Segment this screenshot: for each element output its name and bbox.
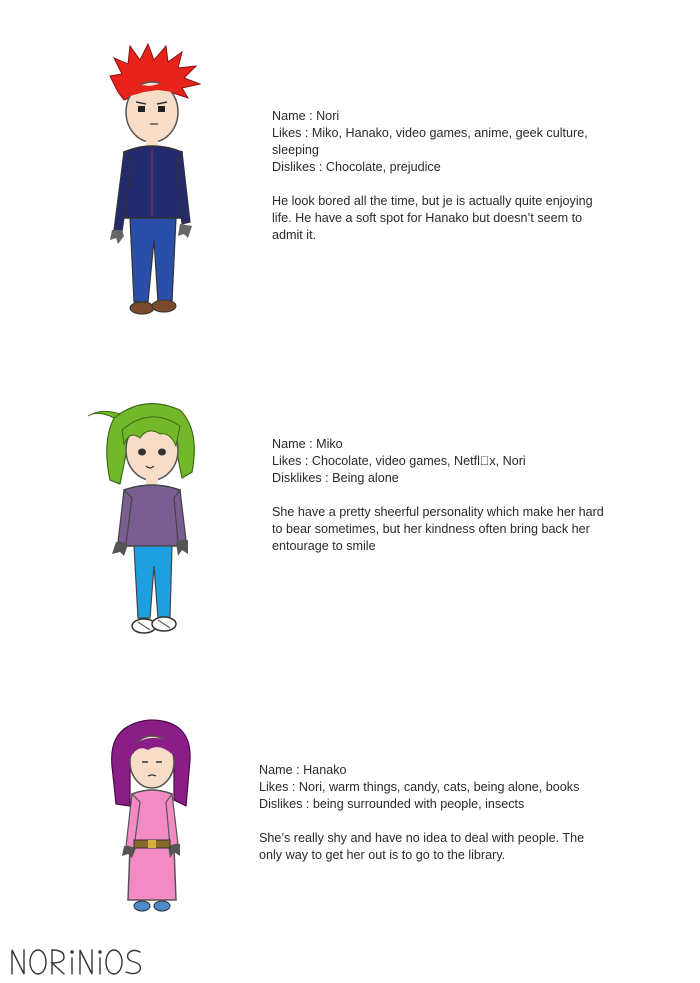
nori-dislikes: Dislikes : Chocolate, prejudice (272, 160, 441, 174)
miko-drawing (84, 396, 204, 646)
miko-description-2: to bear sometimes, but her kindness often bring back her (272, 522, 590, 536)
nori-bio (272, 108, 593, 244)
hanako-bio (259, 762, 584, 864)
hanako-dislikes: Dislikes : being surrounded with people, insects (259, 797, 525, 811)
miko-bio (272, 436, 604, 555)
nori-description-1: He look bored all the time, but je is actually quite enjoying (272, 194, 593, 208)
hanako-name: Name : Hanako (259, 763, 347, 777)
nori-likes-cont: sleeping (272, 143, 319, 157)
miko-likes: Likes : Chocolate, video games, Netfl x, Nori (272, 454, 526, 468)
artist-signature (8, 944, 148, 983)
nori-likes: Likes : Miko, Hanako, video games, anime, geek culture, (272, 126, 588, 140)
nori-description-2: life. He have a soft spot for Hanako but doesn’t seem to (272, 211, 583, 225)
hanako-likes: Likes : Nori, warm things, candy, cats, being alone, books (259, 780, 580, 794)
miko-dislikes: Disklikes : Being alone (272, 471, 399, 485)
miko-description-3: entourage to smile (272, 539, 376, 553)
nori-drawing (100, 40, 210, 325)
hanako-description-1: She’s really shy and have no idea to deal with people. The (259, 831, 585, 845)
miko-description-1: She have a pretty sheerful personality which make her hard (272, 505, 604, 519)
nori-description-3: admit it. (272, 228, 317, 242)
miko-name: Name : Miko (272, 437, 343, 451)
hanako-description-2: only way to get her out is to go to the library. (259, 848, 506, 862)
nori-name: Name : Nori (272, 109, 340, 123)
hanako-drawing (104, 716, 199, 916)
